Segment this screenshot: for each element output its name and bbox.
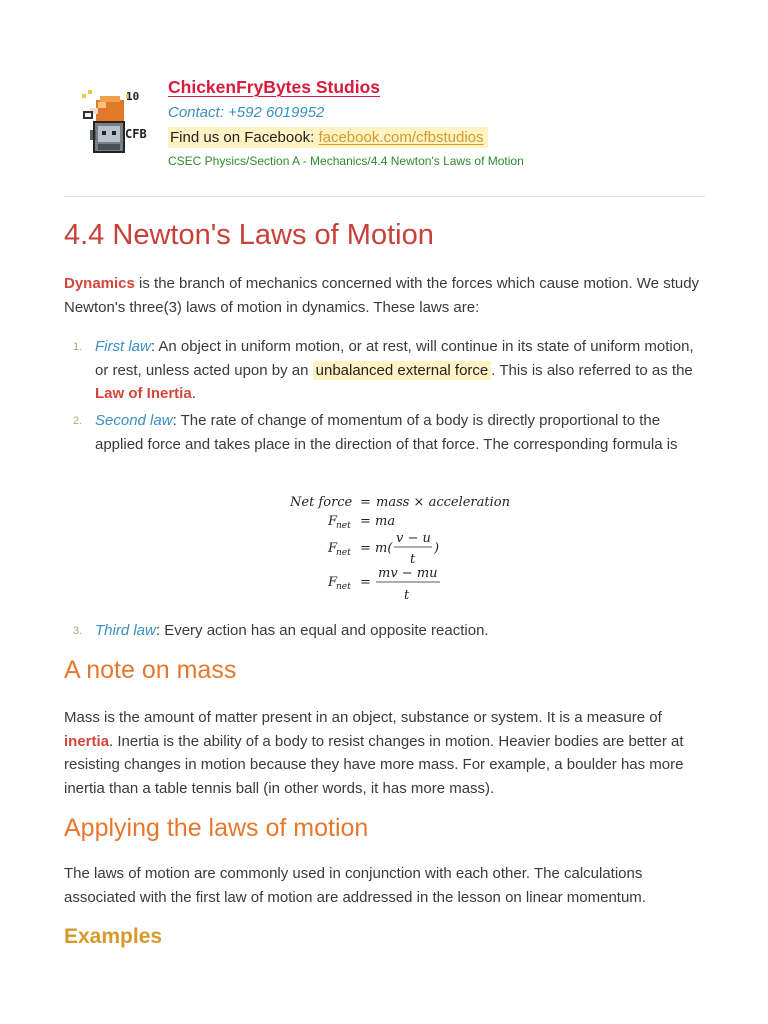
contact-text: Contact: +592 6019952 — [168, 104, 325, 121]
second-law-formula — [280, 491, 540, 606]
first-law-text-c: . — [191, 385, 196, 402]
formula-denominator: t — [404, 588, 410, 603]
page-title: 4.4 Newton's Laws of Motion — [64, 219, 434, 251]
examples-heading: Examples — [64, 925, 163, 948]
chicken-mascot-logo — [76, 86, 156, 166]
mass-text-a: Mass is the amount of matter present in an object, substance or system. It is a measure of — [64, 709, 662, 726]
formula-f: F — [328, 541, 338, 556]
formula-sub: net — [336, 582, 351, 592]
logo-badge: 10 — [126, 90, 140, 103]
formula-equals: = — [360, 495, 371, 510]
first-law-text: : An object in uniform motion, or at rest, will continue in its state of uniform motion, or rest, unless acted upon by an — [95, 338, 694, 379]
formula-equals: = — [360, 514, 371, 529]
formula-m-open: m( — [375, 541, 393, 556]
mass-heading: A note on mass — [64, 656, 237, 684]
header-divider — [64, 196, 705, 197]
breadcrumb: CSEC Physics/Section A - Mechanics/4.4 Newton's Laws of Motion — [168, 154, 524, 168]
unbalanced-force-highlight: unbalanced external force — [313, 361, 492, 380]
law-of-inertia-term: Law of Inertia — [95, 385, 192, 402]
facebook-label: Find us on Facebook: — [170, 129, 315, 146]
applying-heading: Applying the laws of motion — [64, 814, 369, 842]
formula-denominator: t — [410, 552, 416, 567]
formula-net-force: Net force — [290, 495, 353, 510]
formula-close: ) — [434, 541, 440, 556]
formula-mass-acceleration: mass × acceleration — [376, 495, 510, 510]
formula-equals: = — [360, 541, 371, 556]
formula-numerator: v − u — [396, 531, 431, 546]
applying-paragraph: The laws of motion are commonly used in conjunction with each other. The calculations associated with the first law of motion are addressed in the lesson on linear momentum. — [64, 865, 646, 906]
formula-numerator: mv − mu — [378, 566, 438, 581]
list-number: 1. — [73, 341, 83, 353]
mass-paragraph — [64, 706, 714, 800]
formula-sub: net — [336, 548, 351, 558]
formula-f: F — [328, 575, 338, 590]
facebook-line — [168, 127, 488, 148]
mass-text-b: . Inertia is the ability of a body to resist changes in motion. Heavier bodies are better at resisting changes in motion because they have more mass. For example, a boulder has more inertia than a table tennis ball (in other words, it has more mass). — [64, 732, 684, 797]
logo-text: CFB — [125, 127, 147, 141]
brand-link[interactable]: ChickenFryBytes Studios — [168, 77, 380, 97]
formula-equals: = — [360, 575, 371, 590]
dynamics-term: Dynamics — [64, 275, 135, 292]
formula-sub: net — [336, 521, 351, 531]
intro-text: is the branch of mechanics concerned with the forces which cause motion. We study Newton's three(3) laws of motion in dynamics. These laws are: — [64, 275, 700, 316]
formula-ma: ma — [375, 514, 396, 529]
page-header — [64, 70, 705, 198]
second-law-name: Second law — [95, 412, 173, 429]
list-number: 2. — [73, 415, 83, 427]
inertia-term: inertia — [64, 732, 110, 750]
second-law-text: : The rate of change of momentum of a body is directly proportional to the applied force and takes place in the direction of that force. The corresponding formula is — [95, 412, 678, 453]
formula-f: F — [328, 514, 338, 529]
facebook-link[interactable]: facebook.com/cfbstudios — [318, 129, 484, 146]
third-law-name: Third law — [95, 622, 156, 639]
first-law-name: First law — [95, 338, 151, 355]
third-law-text: : Every action has an equal and opposite reaction. — [155, 622, 489, 639]
list-number: 3. — [73, 625, 83, 637]
first-law-text-b: . This is also referred to as the — [491, 361, 693, 379]
intro-paragraph — [64, 272, 714, 319]
